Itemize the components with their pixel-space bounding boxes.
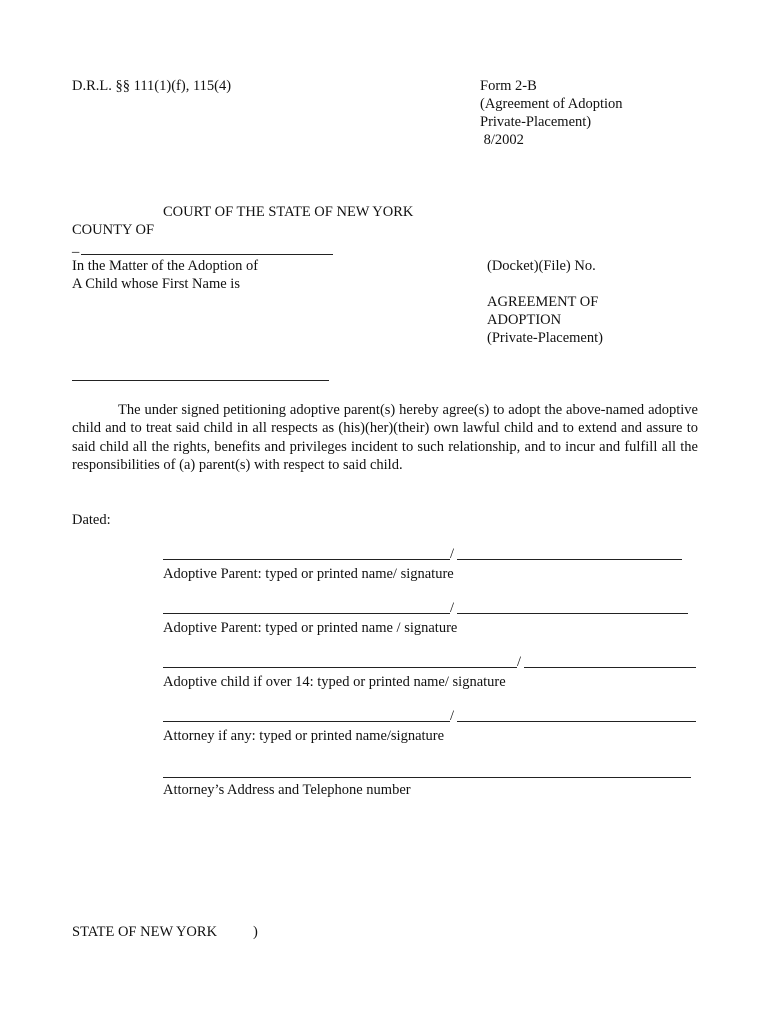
slash: / xyxy=(517,654,522,670)
agreement-paragraph: The under signed petitioning adoptive parent(s) hereby agree(s) to adopt the above-named adoptive child and to treat said child in all respects as (his)(her)(their) own lawful child and to extend and assure to said child all the rights, benefits and privileges incident to such relationship, and to incur and fulfill all the responsibilities of (a) parent(s) with respect to said child. xyxy=(72,402,698,474)
attorney-address-line xyxy=(163,777,691,778)
slash: / xyxy=(450,708,455,724)
form-title-line: Private-Placement) xyxy=(480,114,592,130)
slash: / xyxy=(450,546,455,562)
court-title: COURT OF THE STATE OF NEW YORK xyxy=(163,204,414,220)
name-underline xyxy=(163,559,450,560)
county-line xyxy=(81,254,333,255)
state-label: STATE OF NEW YORK xyxy=(72,924,218,940)
form-date: 8/2002 xyxy=(480,132,524,148)
slash: / xyxy=(450,600,455,616)
county-label: COUNTY OF xyxy=(72,222,155,238)
name-underline xyxy=(163,613,450,614)
attorney-signature-line xyxy=(163,707,697,725)
form-info xyxy=(480,77,623,149)
signature-underline xyxy=(524,667,696,668)
document-title-line: (Private-Placement) xyxy=(487,330,603,346)
parent2-signature-label: Adoptive Parent: typed or printed name / signature xyxy=(163,620,458,636)
parent2-signature-line xyxy=(163,599,689,617)
name-underline xyxy=(163,667,517,668)
signature-underline xyxy=(457,721,696,722)
signature-underline xyxy=(457,613,688,614)
caption-divider xyxy=(72,380,329,381)
state-paren: ) xyxy=(253,924,258,940)
matter-line: A Child whose First Name is xyxy=(72,276,240,292)
name-underline xyxy=(163,721,450,722)
form-title-line: (Agreement of Adoption xyxy=(480,96,623,112)
child-signature-line xyxy=(163,653,697,671)
matter-caption xyxy=(72,257,258,293)
document-title xyxy=(487,293,603,347)
parent1-signature-line xyxy=(163,545,683,563)
attorney-signature-label: Attorney if any: typed or printed name/signature xyxy=(163,728,445,744)
county-blank-marker: _ xyxy=(72,239,80,255)
dated-label: Dated: xyxy=(72,512,111,528)
docket-label: (Docket)(File) No. xyxy=(487,258,596,274)
statute-reference: D.R.L. §§ 111(1)(f), 115(4) xyxy=(72,78,232,94)
document-title-line: AGREEMENT OF xyxy=(487,294,599,310)
child-signature-label: Adoptive child if over 14: typed or printed name/ signature xyxy=(163,674,506,690)
attorney-address-label: Attorney’s Address and Telephone number xyxy=(163,782,411,798)
matter-line: In the Matter of the Adoption of xyxy=(72,258,259,274)
document-title-line: ADOPTION xyxy=(487,312,562,328)
signature-underline xyxy=(457,559,682,560)
parent1-signature-label: Adoptive Parent: typed or printed name/ signature xyxy=(163,566,454,582)
form-number: Form 2-B xyxy=(480,78,537,94)
